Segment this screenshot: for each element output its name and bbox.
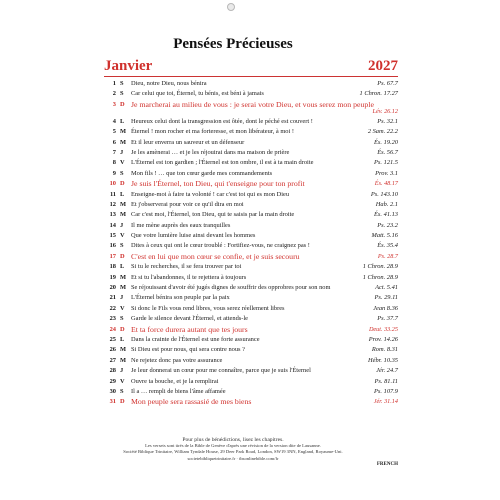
verse-text: Se réjouissant d'avoir été jugés dignes de souffrir des opprobres pour son nom bbox=[131, 284, 331, 292]
verse-text: Dans la crainte de l'Éternel est une forte assurance bbox=[131, 335, 260, 343]
day-number: 8 bbox=[112, 159, 116, 167]
day-number: 22 bbox=[109, 304, 116, 312]
weekday-letter: M bbox=[120, 128, 127, 136]
day-number: 30 bbox=[109, 387, 116, 395]
day-number: 31 bbox=[109, 398, 116, 406]
day-row bbox=[104, 335, 398, 345]
footer-line-4: societebibliquetrinitaire.fr · tbsonlinebible.com/fr bbox=[187, 455, 279, 461]
weekday-letter: M bbox=[120, 211, 127, 219]
weekday-letter: L bbox=[120, 190, 125, 198]
weekday-letter: V bbox=[120, 159, 125, 167]
verse-text: Il me mène auprès des eaux tranquilles bbox=[131, 221, 231, 229]
verse-reference: Jér. 24.7 bbox=[376, 367, 398, 375]
day-number: 16 bbox=[109, 242, 116, 250]
verse-reference: És. 56.7 bbox=[377, 148, 398, 156]
day-row bbox=[104, 210, 398, 220]
verse-text: Garde le silence devant l'Éternel, et attends-le bbox=[131, 315, 249, 323]
day-number: 12 bbox=[109, 200, 116, 208]
weekday-letter: L bbox=[120, 335, 125, 343]
verse-reference: Ps. 29.11 bbox=[374, 294, 398, 302]
weekday-letter: S bbox=[120, 90, 124, 98]
verse-text: Dites à ceux qui ont le cœur troublé : Fortifiez-vous, ne craignez pas ! bbox=[131, 242, 310, 250]
verse-reference: Deut. 33.25 bbox=[368, 325, 398, 333]
verse-text: Heureux celui dont la transgression est ôtée, dont le péché est couvert ! bbox=[131, 117, 313, 125]
verse-text: Je les amènerai … et je les réjouirai dans ma maison de prière bbox=[131, 148, 290, 156]
day-number: 11 bbox=[109, 190, 116, 198]
footer bbox=[68, 437, 398, 462]
day-number: 5 bbox=[112, 128, 116, 136]
month-label: Janvier bbox=[104, 58, 153, 74]
verse-reference: Ps. 32.1 bbox=[377, 117, 398, 125]
day-number: 13 bbox=[109, 211, 116, 219]
verse-reference: Ps. 23.2 bbox=[377, 221, 398, 229]
day-row bbox=[104, 117, 398, 127]
verse-reference: 2 Sam. 22.2 bbox=[367, 128, 398, 136]
weekday-letter: M bbox=[120, 200, 127, 208]
weekday-letter: D bbox=[120, 398, 125, 406]
verse-text: Si Dieu est pour nous, qui sera contre nous ? bbox=[131, 346, 245, 354]
verse-reference: És. 48.17 bbox=[374, 180, 398, 188]
verse-reference: Jér. 31.14 bbox=[373, 398, 398, 406]
verse-reference: Lév. 26.12 bbox=[372, 107, 398, 115]
day-number: 17 bbox=[109, 252, 116, 260]
verse-reference: Ps. 81.11 bbox=[374, 377, 398, 385]
weekday-letter: M bbox=[120, 346, 127, 354]
language-label: FRENCH bbox=[376, 462, 398, 467]
day-row bbox=[104, 179, 398, 189]
verse-reference: Rom. 8.31 bbox=[371, 346, 398, 354]
day-row bbox=[104, 345, 398, 355]
weekday-letter: S bbox=[120, 80, 124, 87]
verse-reference: 1 Chron. 17.27 bbox=[359, 90, 398, 98]
day-row bbox=[104, 190, 398, 200]
weekday-letter: D bbox=[120, 325, 125, 333]
day-number: 4 bbox=[112, 117, 116, 125]
verse-text: Si donc le Fils vous rend libres, vous serez réellement libres bbox=[131, 304, 285, 312]
verse-reference: Prov. 3.1 bbox=[375, 169, 398, 177]
weekday-letter: J bbox=[120, 294, 124, 302]
day-number: 10 bbox=[109, 180, 116, 188]
verse-text: Je leur donnerai un cœur pour me connaître, parce que je suis l'Éternel bbox=[131, 367, 311, 375]
verse-text: Je marcherai au milieu de vous : je serai votre Dieu, et vous serez mon peuple bbox=[131, 99, 374, 109]
day-number: 26 bbox=[109, 346, 116, 354]
weekday-letter: J bbox=[120, 148, 124, 156]
verse-text: Ne rejetez donc pas votre assurance bbox=[131, 356, 223, 364]
weekday-letter: D bbox=[120, 100, 125, 108]
verse-reference: Prov. 14.26 bbox=[368, 335, 398, 343]
verse-text: Mon fils ! … que ton cœur garde mes commandements bbox=[131, 169, 273, 177]
verse-reference: Matt. 5.16 bbox=[371, 232, 398, 240]
day-row bbox=[104, 252, 398, 262]
day-row bbox=[104, 397, 398, 407]
weekday-letter: V bbox=[120, 377, 125, 385]
weekday-letter: V bbox=[120, 304, 125, 312]
verse-reference: 1 Chron. 28.9 bbox=[362, 263, 398, 271]
verse-text: Dieu, notre Dieu, nous bénira bbox=[131, 80, 207, 87]
weekday-letter: J bbox=[120, 367, 124, 375]
verse-text: Et il leur enverra un sauveur et un défenseur bbox=[131, 138, 245, 146]
day-number: 3 bbox=[112, 100, 116, 108]
verse-reference: Ps. 121.5 bbox=[374, 159, 398, 167]
verse-reference: 1 Chron. 28.9 bbox=[362, 273, 398, 281]
day-row bbox=[104, 366, 398, 376]
day-list bbox=[104, 79, 398, 408]
verse-text: Enseigne-moi à faire ta volonté ! car c'est toi qui es mon Dieu bbox=[131, 190, 290, 198]
verse-reference: És. 35.4 bbox=[377, 242, 398, 250]
day-row bbox=[104, 325, 398, 335]
day-row bbox=[104, 283, 398, 293]
day-row bbox=[104, 377, 398, 387]
weekday-letter: M bbox=[120, 138, 127, 146]
day-number: 20 bbox=[109, 284, 116, 292]
verse-reference: Ps. 107.9 bbox=[374, 387, 398, 395]
day-number: 21 bbox=[109, 294, 116, 302]
verse-text: Car c'est moi, l'Éternel, ton Dieu, qui te saisis par la main droite bbox=[131, 211, 295, 219]
day-number: 29 bbox=[109, 377, 116, 385]
day-row bbox=[104, 169, 398, 179]
day-row bbox=[104, 356, 398, 366]
day-number: 18 bbox=[109, 263, 116, 271]
day-row bbox=[104, 138, 398, 148]
day-number: 23 bbox=[109, 315, 116, 323]
footer-line-3: Société Biblique Trinitaire, William Tyndale House, 29 Deer Park Road, London, SW19 3NN, England, Royaume-Uni. bbox=[123, 449, 343, 455]
page-title: Pensées Précieuses bbox=[173, 36, 293, 52]
verse-text: C'est en lui que mon cœur se confie, et je suis secouru bbox=[131, 251, 300, 261]
day-number: 19 bbox=[109, 273, 116, 281]
day-row bbox=[104, 79, 398, 89]
day-number: 27 bbox=[109, 356, 116, 364]
day-row bbox=[104, 221, 398, 231]
weekday-letter: J bbox=[120, 221, 124, 229]
verse-reference: Jean 8.36 bbox=[373, 304, 398, 312]
weekday-letter: L bbox=[120, 117, 125, 125]
weekday-letter: M bbox=[120, 273, 127, 281]
day-row bbox=[104, 314, 398, 324]
day-number: 28 bbox=[109, 367, 116, 375]
footer-line-1: Pour plus de bénédictions, lisez les chapitres. bbox=[182, 437, 284, 443]
weekday-letter: D bbox=[120, 252, 125, 260]
weekday-letter: S bbox=[120, 315, 124, 323]
weekday-letter: D bbox=[120, 180, 125, 188]
day-number: 2 bbox=[112, 90, 116, 98]
verse-reference: Ps. 143.10 bbox=[370, 190, 398, 198]
day-row bbox=[104, 293, 398, 303]
calendar-page bbox=[68, 0, 398, 500]
day-number: 15 bbox=[109, 232, 116, 240]
verse-text: Je suis l'Éternel, ton Dieu, qui t'enseigne pour ton profit bbox=[131, 179, 305, 189]
verse-reference: Act. 5.41 bbox=[375, 284, 398, 292]
day-row bbox=[104, 158, 398, 168]
day-number: 7 bbox=[112, 148, 116, 156]
hanging-hole bbox=[227, 3, 235, 11]
verse-text: Ouvre ta bouche, et je la remplirai bbox=[131, 377, 219, 385]
weekday-letter: M bbox=[120, 356, 127, 364]
day-row bbox=[104, 148, 398, 158]
verse-text: Éternel ! mon rocher et ma forteresse, et mon libérateur, à moi ! bbox=[131, 128, 294, 136]
day-number: 6 bbox=[112, 138, 116, 146]
verse-text: Mon peuple sera rassasié de mes biens bbox=[131, 397, 252, 407]
day-row bbox=[104, 387, 398, 397]
day-number: 1 bbox=[112, 80, 116, 87]
verse-reference: És. 41.13 bbox=[374, 211, 398, 219]
verse-reference: Ps. 28.7 bbox=[377, 252, 398, 260]
verse-text: Si tu le recherches, il se fera trouver par toi bbox=[131, 263, 242, 271]
day-row bbox=[104, 100, 398, 117]
verse-text: Il a … rempli de biens l'âme affamée bbox=[131, 387, 226, 395]
verse-text: Que votre lumière luise ainsi devant les hommes bbox=[131, 232, 256, 240]
year-label: 2027 bbox=[368, 58, 398, 74]
day-row bbox=[104, 273, 398, 283]
day-row bbox=[104, 200, 398, 210]
weekday-letter: S bbox=[120, 387, 124, 395]
day-row bbox=[104, 241, 398, 251]
day-row bbox=[104, 262, 398, 272]
weekday-letter: L bbox=[120, 263, 125, 271]
header-divider bbox=[104, 76, 398, 77]
verse-text: Car celui que toi, Éternel, tu bénis, est béni à jamais bbox=[131, 90, 264, 98]
verse-text: L'Éternel est ton gardien ; l'Éternel est ton ombre, il est à ta main droite bbox=[131, 159, 314, 167]
verse-text: L'Éternel bénira son peuple par la paix bbox=[131, 294, 230, 302]
weekday-letter: M bbox=[120, 284, 127, 292]
day-row bbox=[104, 304, 398, 314]
day-number: 14 bbox=[109, 221, 116, 229]
day-number: 25 bbox=[109, 335, 116, 343]
weekday-letter: V bbox=[120, 232, 125, 240]
day-number: 9 bbox=[112, 169, 116, 177]
verse-text: Et j'observerai pour voir ce qu'il dira en moi bbox=[131, 200, 244, 208]
verse-reference: Hab. 2.1 bbox=[375, 200, 398, 208]
day-number: 24 bbox=[109, 325, 116, 333]
verse-text: Et ta force durera autant que tes jours bbox=[131, 324, 248, 334]
verse-text: Et si tu l'abandonnes, il te rejettera à toujours bbox=[131, 273, 247, 281]
day-row bbox=[104, 89, 398, 99]
day-row bbox=[104, 231, 398, 241]
verse-reference: És. 19.20 bbox=[374, 138, 398, 146]
weekday-letter: S bbox=[120, 169, 124, 177]
verse-reference: Hébr. 10.35 bbox=[368, 356, 398, 364]
weekday-letter: S bbox=[120, 242, 124, 250]
day-row bbox=[104, 127, 398, 137]
verse-reference: Ps. 67.7 bbox=[377, 80, 398, 87]
footer-line-2: Les versets sont tirés de la Bible de Genève d'après une révision de la version dite de Lausanne. bbox=[145, 443, 321, 449]
verse-reference: Ps. 37.7 bbox=[377, 315, 398, 323]
